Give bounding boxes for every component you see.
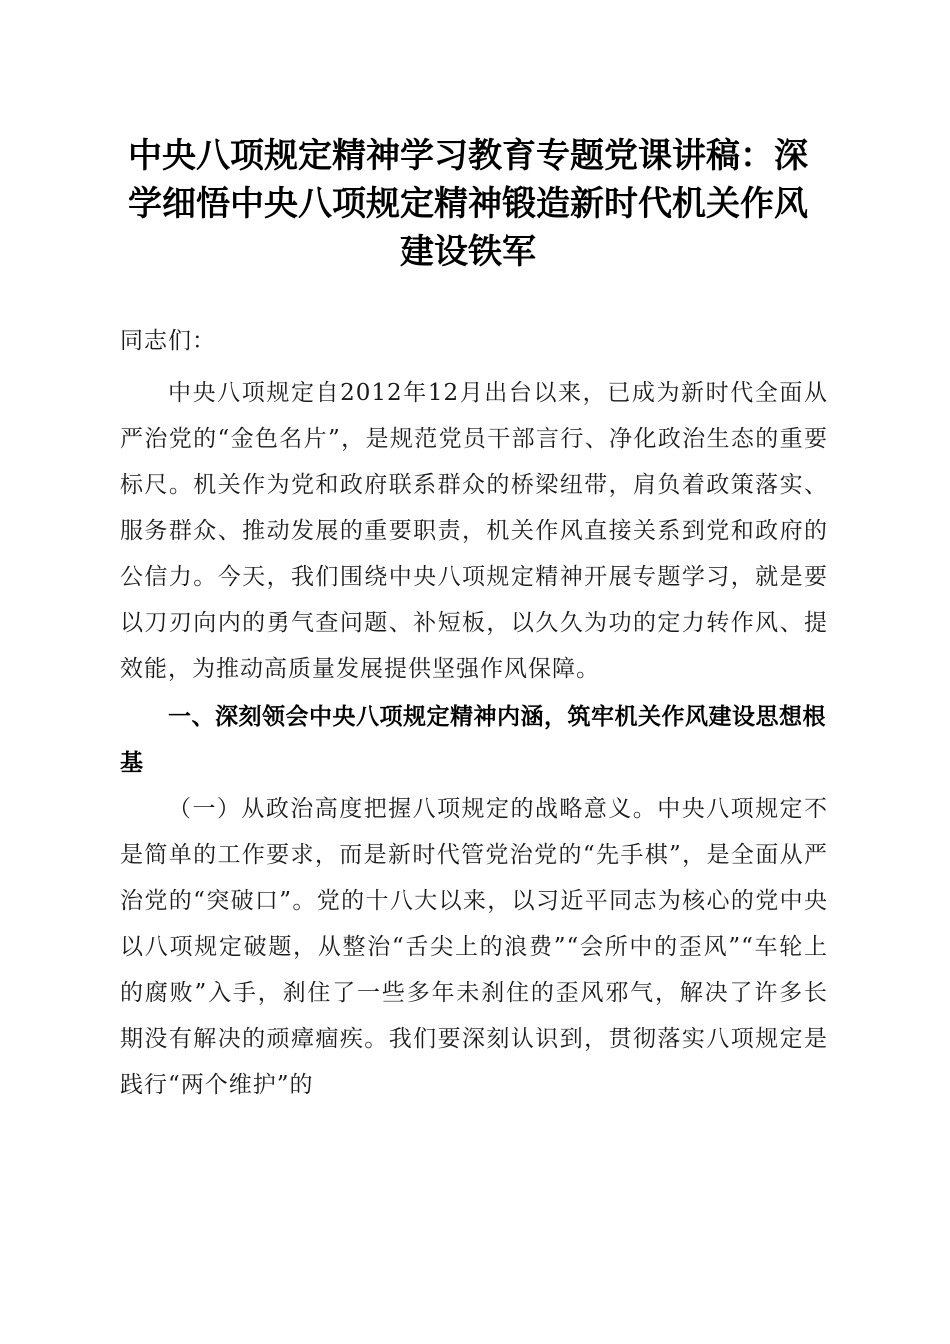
- section-heading-1: 一、深刻领会中央八项规定精神内涵，筑牢机关作风建设思想根基: [120, 704, 826, 776]
- section-1-paragraph: （一）从政治高度把握八项规定的战略意义。中央八项规定不是简单的工作要求，而是新时代管党治党的“先手棋”，是全面从严治党的“突破口”。党的十八大以来，以习近平同志为核心的党中央以八项规定破题，从整治“舌尖上的浪费”“会所中的歪风”“车轮上的腐败”入手，刹住了一些多年未刹住的歪风邪气，解决了许多长期没有解决的顽瘴痼疾。我们要深刻认识到，贯彻落实八项规定是践行“两个维护”的: [120, 796, 828, 1098]
- intro-paragraph: 中央八项规定自2012年12月出台以来，已成为新时代全面从严治党的“金色名片”，是规范党员干部言行、净化政治生态的重要标尺。机关作为党和政府联系群众的桥梁纽带，肩负着政策落实、服务群众、推动发展的重要职责，机关作风直接关系到党和政府的公信力。今天，我们围绕中央八项规定精神开展专题学习，就是要以刀刃向内的勇气查问题、补短板，以久久为功的定力转作风、提效能，为推动高质量发展提供坚强作风保障。: [120, 380, 828, 682]
- document-title: 中央八项规定精神学习教育专题党课讲稿：深学细悟中央八项规定精神锻造新时代机关作风建设铁军: [128, 136, 808, 272]
- document-body: [120, 318, 828, 1108]
- salutation: 同志们：: [120, 328, 216, 354]
